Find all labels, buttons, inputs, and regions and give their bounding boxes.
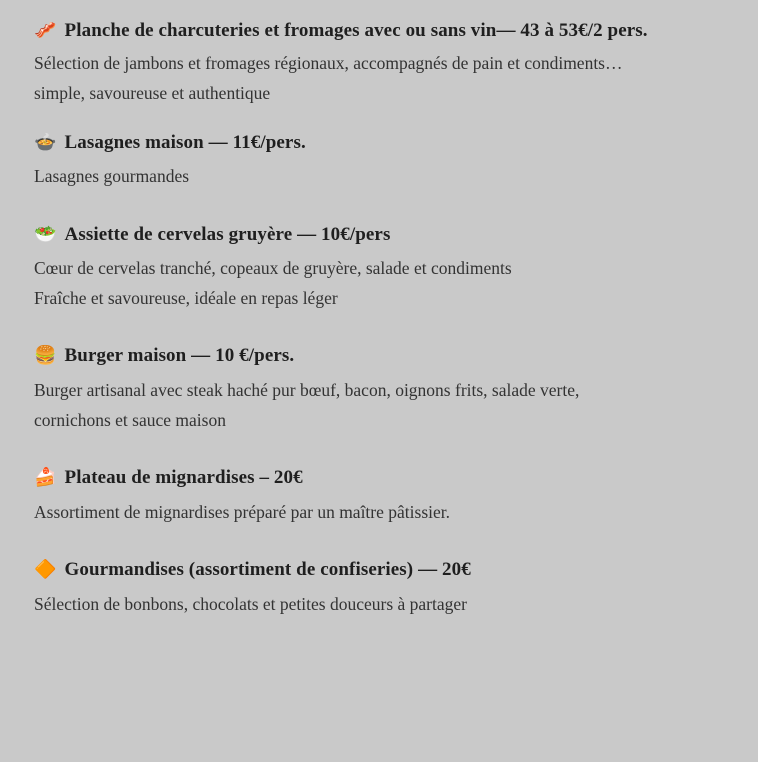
menu-item-heading	[34, 343, 730, 369]
meat-slices-icon: 🥓	[34, 20, 57, 40]
menu-item-description-line: Burger artisanal avec steak haché pur bœuf, bacon, oignons frits, salade verte,	[34, 380, 580, 401]
menu-item	[34, 130, 730, 192]
menu-item	[34, 465, 730, 527]
menu-item-description-line: Sélection de jambons et fromages régionaux, accompagnés de pain et condiments…	[34, 52, 623, 73]
menu-item-heading	[34, 465, 730, 491]
menu-item-title: Gourmandises (assortiment de confiseries) — 20€	[64, 558, 471, 580]
menu-item	[34, 343, 730, 435]
salad-bowl-icon: 🥗	[34, 223, 57, 244]
menu-item-description-line: cornichons et sauce maison	[34, 410, 226, 431]
menu-item-title: Burger maison — 10 €/pers.	[64, 345, 295, 367]
menu-item	[34, 18, 730, 108]
menu-item	[34, 222, 730, 314]
menu-item-description-line: Cœur de cervelas tranché, copeaux de gruyère, salade et condiments	[34, 258, 512, 279]
candy-diamond-icon: 🔶	[34, 558, 57, 579]
menu-item-title: Assiette de cervelas gruyère — 10€/pers	[64, 223, 391, 245]
menu-item-description-line: simple, savoureuse et authentique	[34, 82, 271, 103]
menu-item-title: Planche de charcuteries et fromages avec ou sans vin— 43 à 53€/2 pers.	[64, 20, 648, 41]
cake-slice-icon: 🍰	[34, 467, 57, 488]
menu-item-heading	[34, 557, 730, 583]
menu-item-heading	[34, 222, 730, 248]
menu-item-description	[34, 253, 730, 313]
menu-item-heading	[34, 130, 730, 156]
menu-item-description	[34, 375, 730, 435]
menu-item-description-line: Assortiment de mignardises préparé par un maître pâtissier.	[34, 501, 450, 522]
menu-item-title: Plateau de mignardises – 20€	[64, 467, 303, 489]
menu-item-description-line: Lasagnes gourmandes	[34, 166, 190, 187]
menu-item-description-line: Sélection de bonbons, chocolats et petites douceurs à partager	[34, 593, 467, 614]
lasagna-dish-icon: 🍲	[34, 131, 57, 152]
menu-item	[34, 557, 730, 619]
menu-item-title: Lasagnes maison — 11€/pers.	[64, 131, 306, 153]
menu-item-description-line: Fraîche et savoureuse, idéale en repas léger	[34, 288, 338, 309]
menu-item-description	[34, 48, 730, 108]
menu-item-description	[34, 589, 730, 619]
hamburger-icon: 🍔	[34, 345, 57, 366]
menu-item-description	[34, 161, 730, 191]
menu-item-description	[34, 497, 730, 527]
menu-item-heading	[34, 18, 730, 44]
